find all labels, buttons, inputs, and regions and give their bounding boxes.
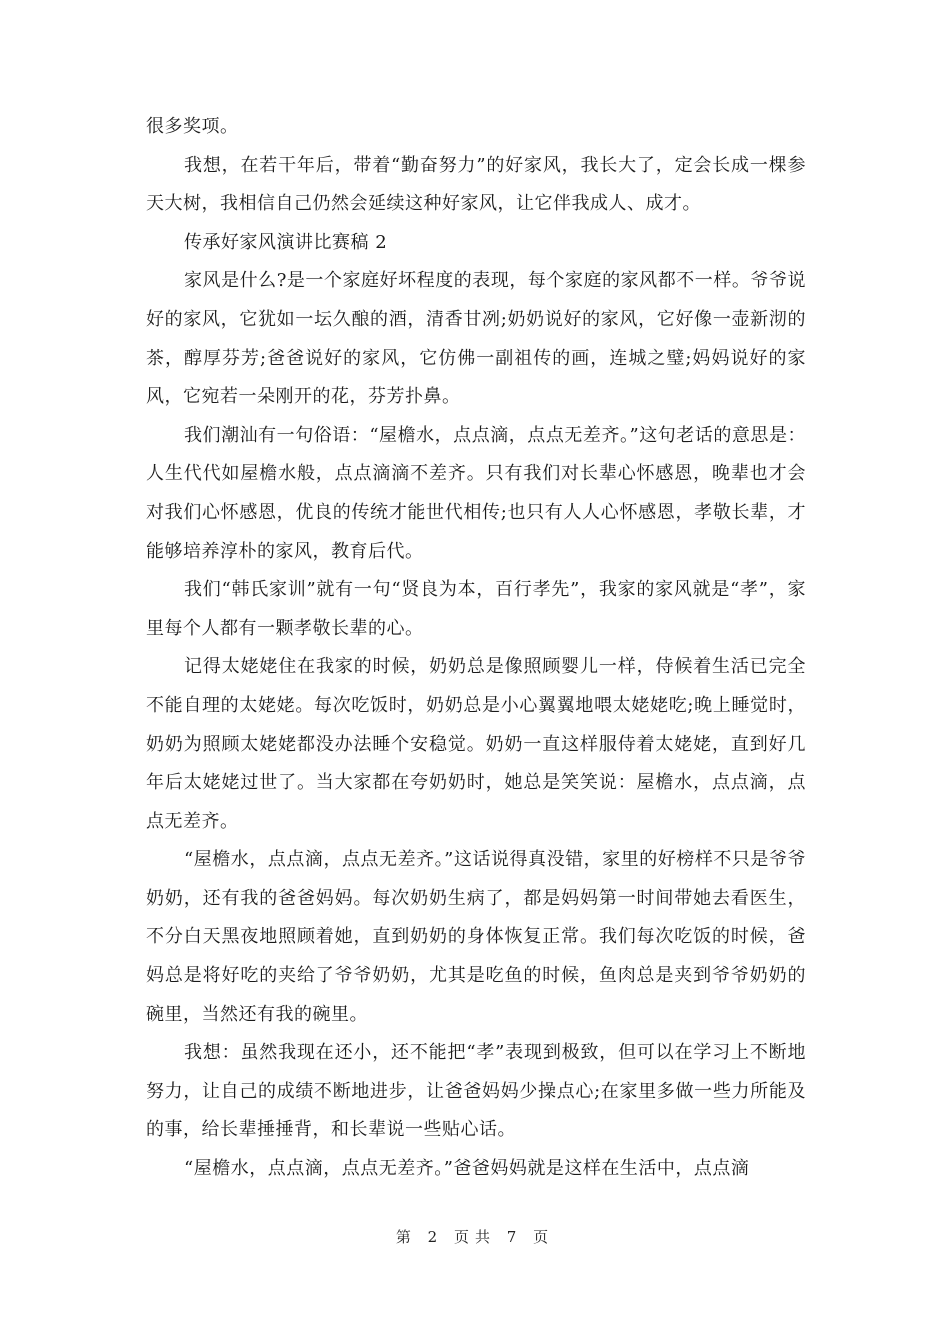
page-footer: 第 2 页共 7 页 [395,1228,555,1246]
paragraph-2: 我想，在若干年后，带着“勤奋努力”的好家风，我长大了，定会长成一棵参天大树，我相信自己仍然会延续这种好家风，让它伴我成人、成才。 [146,154,806,215]
paragraph-5: 我们“韩氏家训”就有一句“贤良为本，百行孝先”，我家的家风就是“孝”，家里每个人都有一颗孝敬长辈的心。 [146,579,806,639]
paragraph-1: 很多奖项。 [146,116,239,137]
paragraph-4: 我们潮汕有一句俗语：“屋檐水，点点滴，点点无差齐。”这句老话的意思是：人生代代如屋檐水般，点点滴滴不差齐。只有我们对长辈心怀感恩，晚辈也才会对我们心怀感恩，优良的传统才能世代相传;也只有人人心怀感恩，孝敬长辈，才能够培养淳朴的家风，教育后代。 [146,424,806,562]
paragraph-8: 我想：虽然我现在还小，还不能把“孝”表现到极致，但可以在学习上不断地努力，让自己的成绩不断地进步，让爸爸妈妈少操点心;在家里多做一些力所能及的事，给长辈捶捶背，和长辈说一些贴心话。 [146,1042,806,1141]
paragraph-7: “屋檐水，点点滴，点点无差齐。”这话说得真没错，家里的好榜样不只是爷爷奶奶，还有我的爸爸妈妈。每次奶奶生病了，都是妈妈第一时间带她去看医生，不分白天黑夜地照顾着她，直到奶奶的身体恢复正常。我们每次吃饭的时候，爸妈总是将好吃的夹给了爷爷奶奶，尤其是吃鱼的时候，鱼肉总是夹到爷爷奶奶的碗里，当然还有我的碗里。 [146,849,806,1025]
document-body [146,108,806,1189]
section-heading: 传承好家风演讲比赛稿 2 [184,231,388,253]
paragraph-6: 记得太姥姥住在我家的时候，奶奶总是像照顾婴儿一样，侍候着生活已完全不能自理的太姥姥。每次吃饭时，奶奶总是小心翼翼地喂太姥姥吃;晚上睡觉时，奶奶为照顾太姥姥都没办法睡个安稳觉。奶奶一直这样服侍着太姥姥，直到好几年后太姥姥过世了。当大家都在夸奶奶时，她总是笑笑说：屋檐水，点点滴，点点无差齐。 [146,656,806,832]
paragraph-3: 家风是什么?是一个家庭好坏程度的表现，每个家庭的家风都不一样。爷爷说好的家风，它犹如一坛久酿的酒，清香甘冽;奶奶说好的家风，它好像一壶新沏的茶，醇厚芬芳;爸爸说好的家风，它仿佛一副祖传的画，连城之璧;妈妈说好的家风，它宛若一朵刚开的花，芬芳扑鼻。 [146,270,806,408]
paragraph-9: “屋檐水，点点滴，点点无差齐。”爸爸妈妈就是这样在生活中，点点滴 [184,1158,750,1180]
